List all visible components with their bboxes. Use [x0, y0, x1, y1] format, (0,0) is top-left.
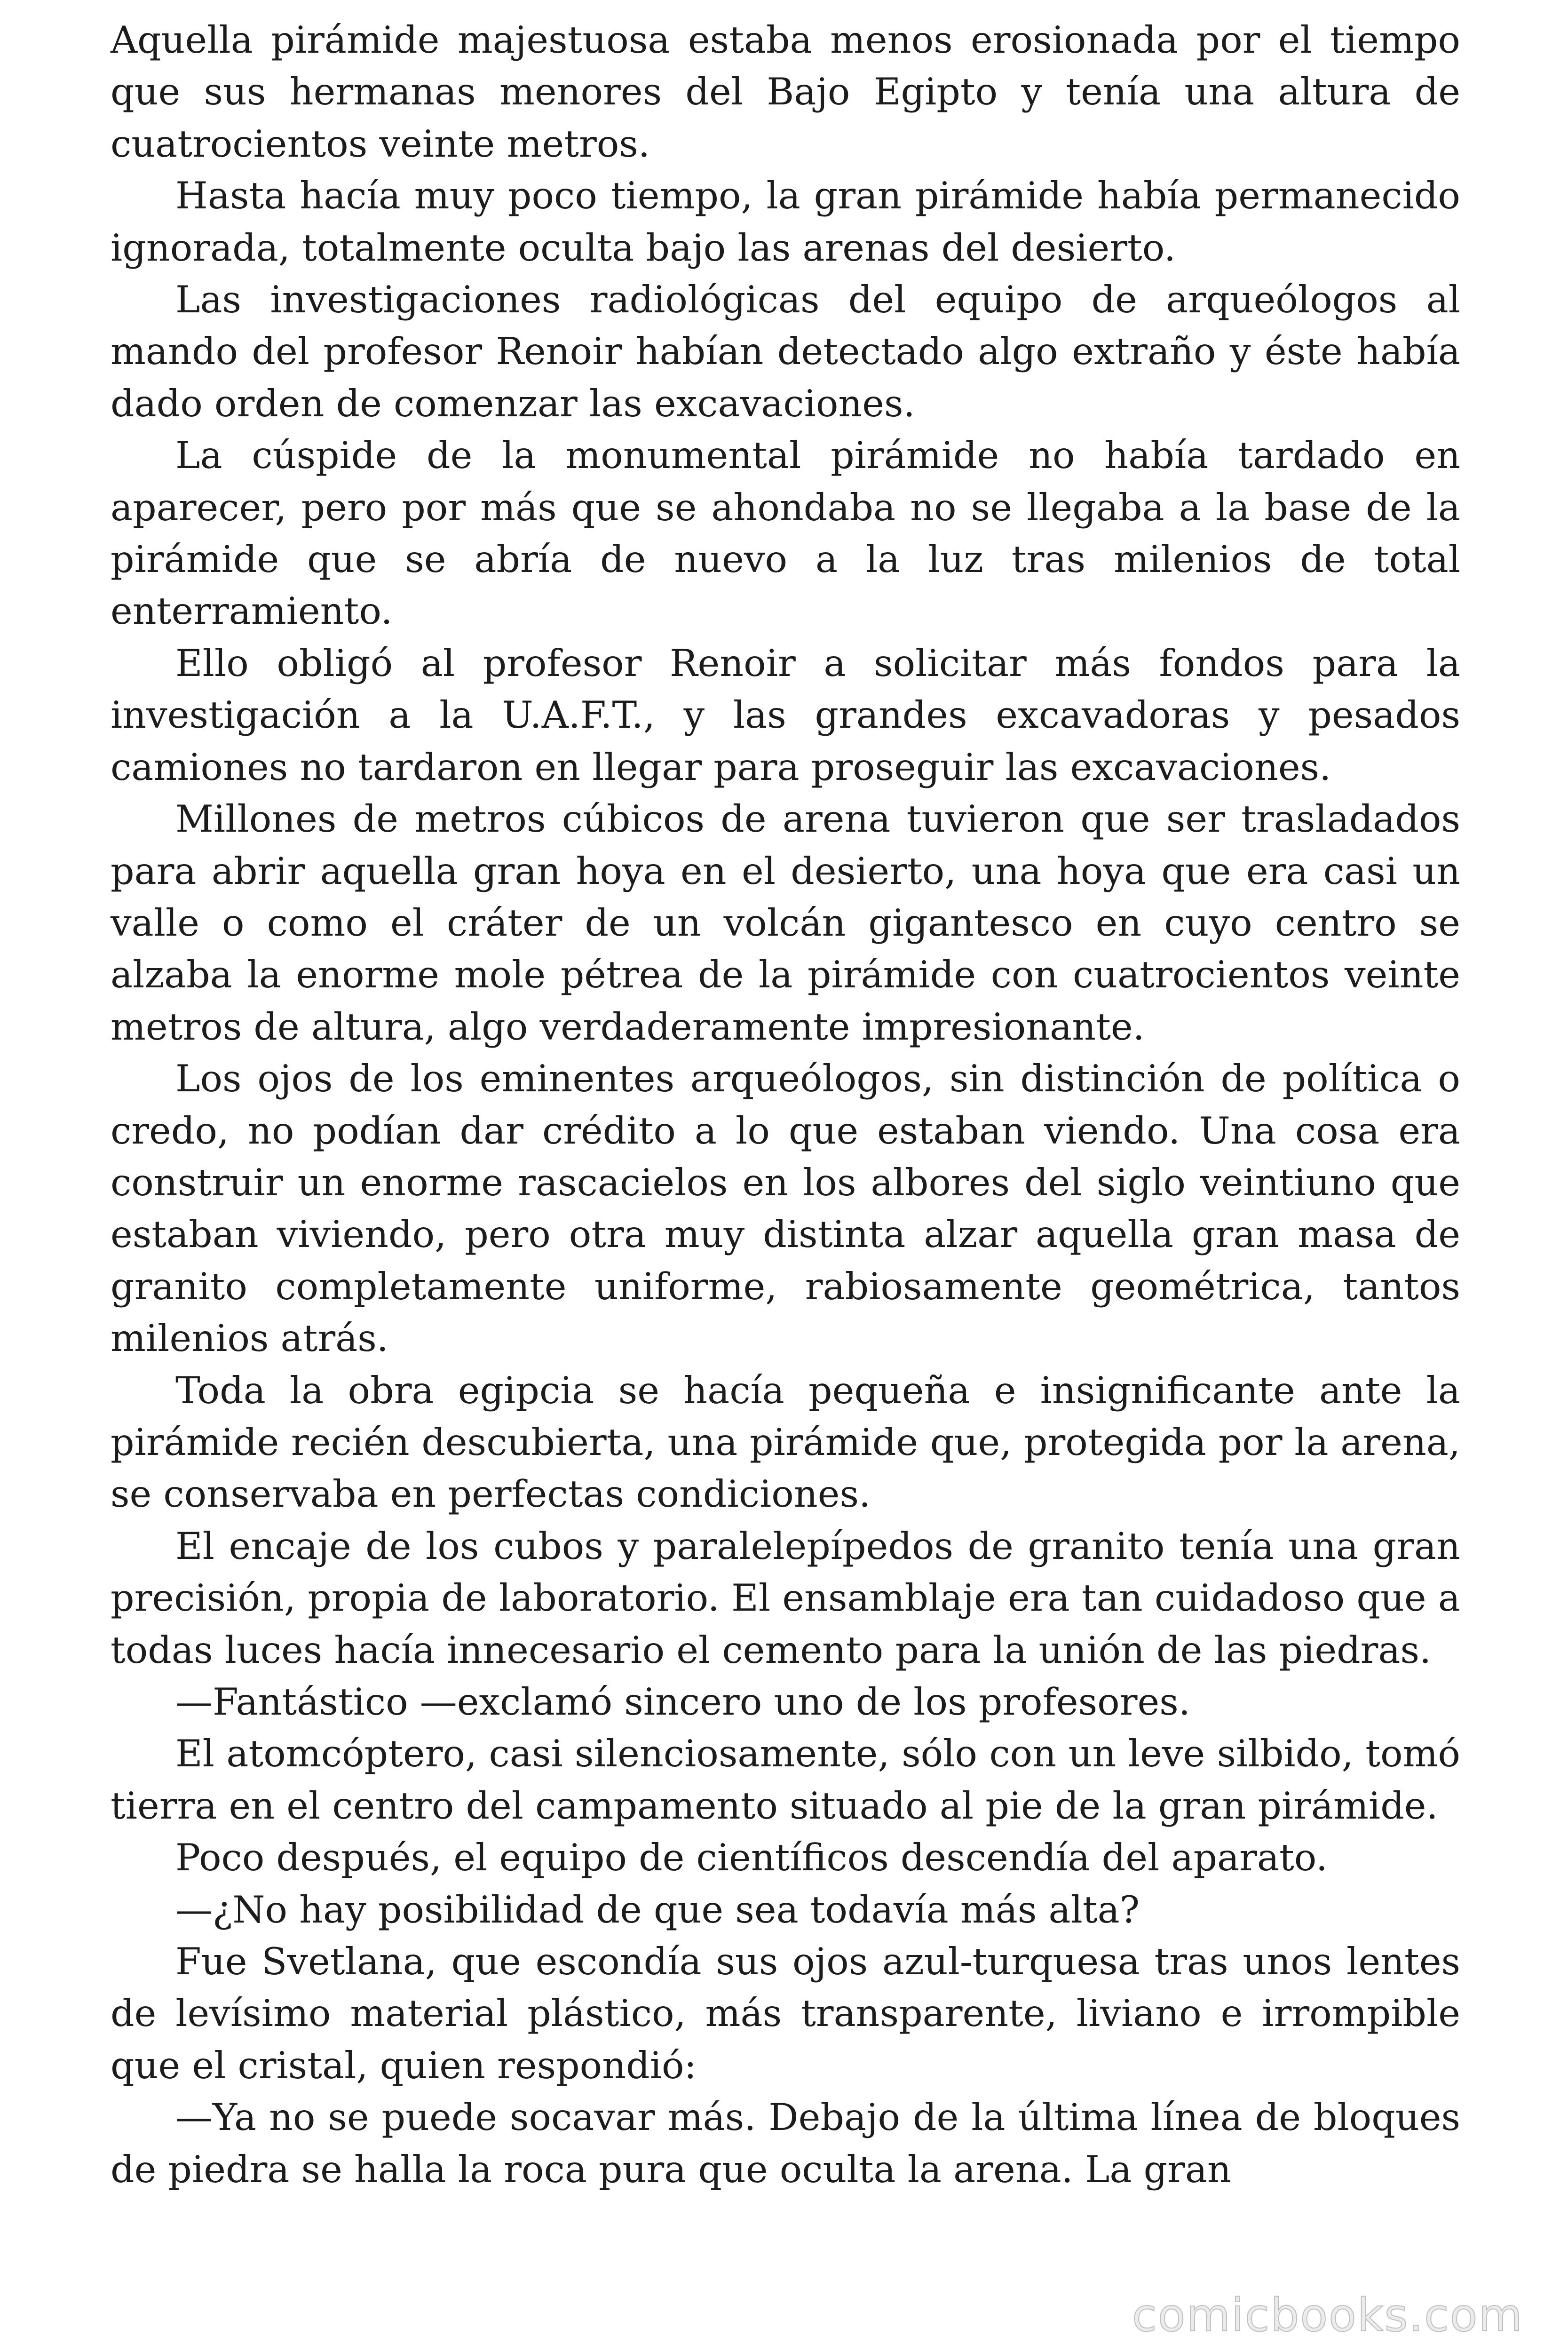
book-page-text — [111, 14, 1460, 2195]
dialogue-line: —Fantástico —exclamó sincero uno de los profesores. — [175, 1680, 1190, 1724]
paragraph: Ello obligó al profesor Renoir a solicitar más fondos para la investigación a la U.A.F.T., y las grandes excavadoras y pesados camiones no tardaron en llegar para proseguir las excavaciones. — [111, 641, 1460, 789]
dialogue-line: —Ya no se puede socavar más. Debajo de la última línea de bloques de piedra se halla la roca pura que oculta la arena. La gran — [111, 2096, 1460, 2191]
watermark: comicbooks.com — [1132, 2289, 1523, 2342]
paragraph: Poco después, el equipo de científicos descendía del aparato. — [175, 1836, 1328, 1880]
paragraph: Las investigaciones radiológicas del equipo de arqueólogos al mando del profesor Renoir habían detectado algo extraño y éste había dado orden de comenzar las excavaciones. — [111, 278, 1460, 425]
paragraph: Aquella pirámide majestuosa estaba menos erosionada por el tiempo que sus hermanas menores del Bajo Egipto y tenía una altura de cuatrocientos veinte metros. — [111, 18, 1460, 166]
dialogue-line: —¿No hay posibilidad de que sea todavía más alta? — [175, 1888, 1140, 1931]
paragraph: Los ojos de los eminentes arqueólogos, sin distinción de política o credo, no podían dar crédito a lo que estaban viendo. Una cosa era construir un enorme rascacielos en los albores del siglo veintiuno que estaban viviendo, pero otra muy distinta alzar aquella gran masa de granito completamente uniforme, rabiosamente geométrica, tantos milenios atrás. — [111, 1057, 1460, 1360]
paragraph: La cúspide de la monumental pirámide no había tardado en aparecer, pero por más que se ahondaba no se llegaba a la base de la pirámide que se abría de nuevo a la luz tras milenios de total enterramiento. — [111, 434, 1460, 633]
paragraph: Fue Svetlana, que escondía sus ojos azul-turquesa tras unos lentes de levísimo material plástico, más transparente, liviano e irrompible que el cristal, quien respondió: — [111, 1940, 1460, 2087]
paragraph: Millones de metros cúbicos de arena tuvieron que ser trasladados para abrir aquella gran hoya en el desierto, una hoya que era casi un valle o como el cráter de un volcán gigantesco en cuyo centro se alzaba la enorme mole pétrea de la pirámide con cuatrocientos veinte metros de altura, algo verdaderamente impresionante. — [111, 797, 1460, 1049]
paragraph: El atomcóptero, casi silenciosamente, sólo con un leve silbido, tomó tierra en el centro del campamento situado al pie de la gran pirámide. — [111, 1732, 1460, 1828]
paragraph: Toda la obra egipcia se hacía pequeña e insignificante ante la pirámide recién descubierta, una pirámide que, protegida por la arena, se conservaba en perfectas condiciones. — [111, 1368, 1460, 1516]
paragraph: Hasta hacía muy poco tiempo, la gran pirámide había permanecido ignorada, totalmente oculta bajo las arenas del desierto. — [111, 174, 1460, 270]
paragraph: El encaje de los cubos y paralelepípedos de granito tenía una gran precisión, propia de laboratorio. El ensamblaje era tan cuidadoso que a todas luces hacía innecesario el cemento para la unión de las piedras. — [111, 1524, 1460, 1672]
